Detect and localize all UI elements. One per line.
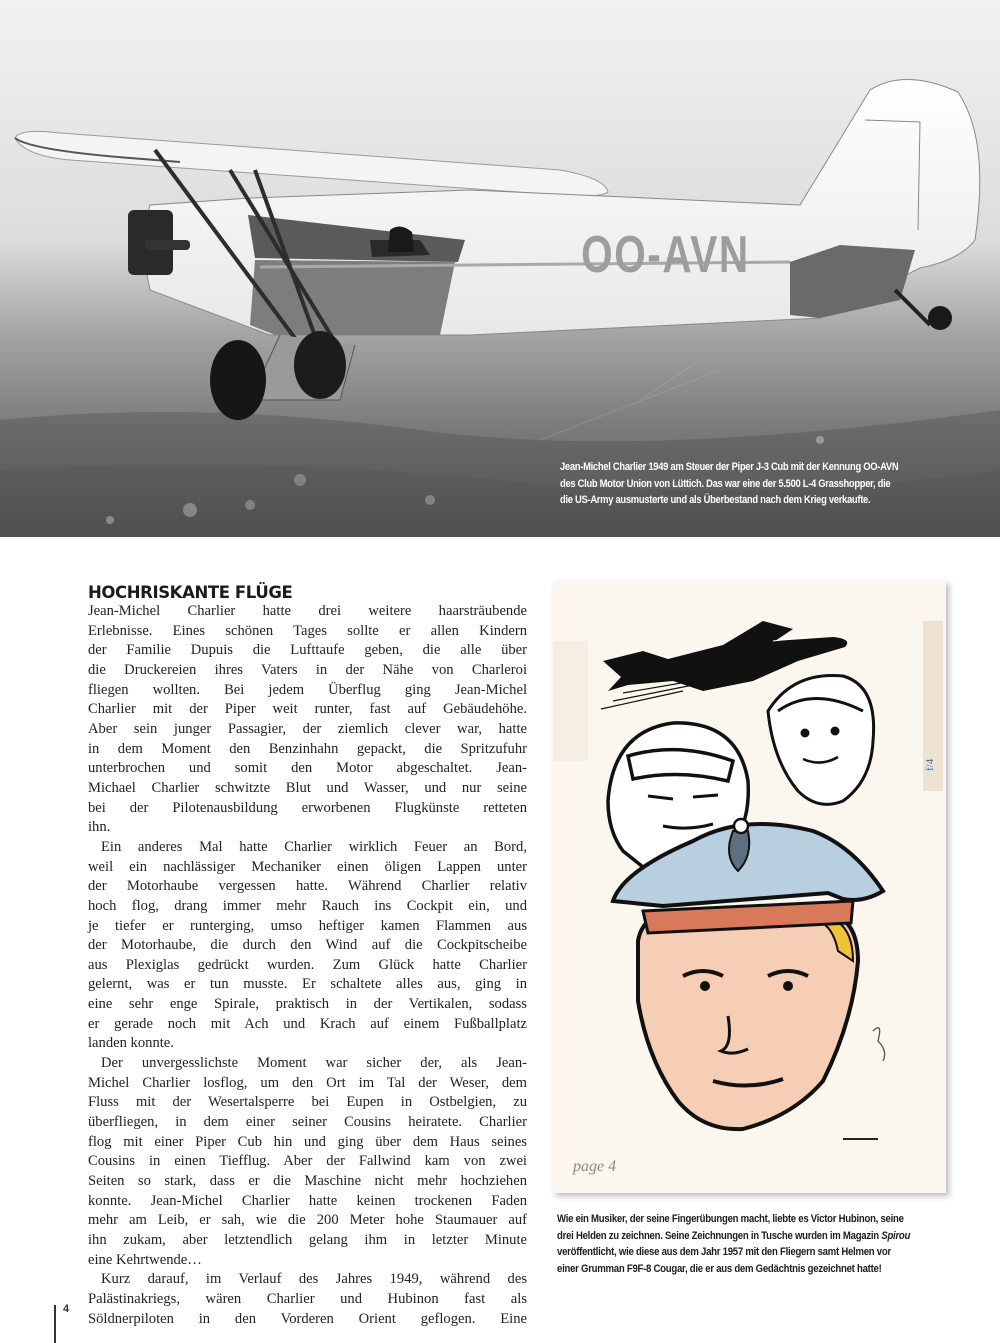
article-line: er gerade noch mit Ach und Krach auf einem Fußballplatz xyxy=(88,1015,527,1032)
fuselage-dark-panel xyxy=(250,260,455,335)
article-line: mehr am Leib, er sah, wie die 200 Meter hohe Staumauer auf xyxy=(88,1212,527,1229)
article-line: ihn. xyxy=(88,819,111,836)
article-line: unterbrochen und somit den Motor abgeschaltet. Jean- xyxy=(88,760,527,777)
drawing-caption-line xyxy=(557,1261,910,1278)
article-line: Fluss mit der Wesertalsperre bei Eupen in Ostbelgien, zu xyxy=(88,1094,527,1111)
article-line: der Familie Dupuis die Lufttaufe geben, die alle über xyxy=(88,642,527,659)
tail-wheel xyxy=(928,306,952,330)
article-line: weil ein nachlässiger Mechaniker einen öligen Lappen unter xyxy=(88,858,527,875)
article-line: in dem Moment den Benzinhahn gepackt, die Spritzufuhr xyxy=(88,740,527,757)
article-line: eine Kehrtwende… xyxy=(88,1251,202,1268)
registration-text: OO-AVN xyxy=(581,225,750,284)
article-line: Michel Charlier losflog, um den Ort im Tal der Weser, dem xyxy=(88,1074,527,1091)
article-line: flog mit einer Piper Cub hin und ging über dem Haus seines xyxy=(88,1133,527,1150)
article-line: eine sehr enge Spirale, praktisch in der Vertikalen, sodass xyxy=(88,996,527,1013)
article-line: der Motorhaube vergessen hatte. Während Charlier relativ xyxy=(88,878,527,895)
caption-text: drei Helden zu zeichnen. Seine Zeichnungen in Tusche wurden im Magazin xyxy=(557,1229,882,1242)
drawing-caption xyxy=(557,1211,910,1277)
drawing-card xyxy=(553,581,946,1193)
article-line: Seiten so stark, dass er die Maschine nicht mehr hochziehen xyxy=(88,1173,527,1190)
article-line: je tiefer er runterging, umso heftiger kamen Flammen aus xyxy=(88,917,527,934)
caption-text: veröffentlicht, wie diese aus dem Jahr 1957 mit den Fliegern samt Helmen vor xyxy=(557,1246,891,1259)
article-line: Kurz darauf, im Verlauf des Jahres 1949, während des xyxy=(101,1271,527,1288)
article-line: die Druckereien ihres Vaters in der Nähe von Charleroi xyxy=(88,661,527,678)
article-line: landen konnte. xyxy=(88,1035,174,1052)
magazine-title: Spirou xyxy=(881,1229,911,1242)
photo-caption-line: Jean-Michel Charlier 1949 am Steuer der Piper J-3 Cub mit der Kennung OO-AVN xyxy=(560,461,899,473)
drawing-caption-line xyxy=(557,1228,910,1245)
article-line: Der unvergesslichste Moment war sicher der, als Jean- xyxy=(101,1055,527,1072)
article-body xyxy=(88,602,527,1329)
article-line: Söldnerpiloten in den Vorderen Orient geflogen. Eine xyxy=(88,1310,527,1327)
article-line: Ein anderes Mal hatte Charlier wirklich Feuer an Bord, xyxy=(101,838,527,855)
article-line: Michael Charlier schwitzte Blut und Wasser, und nur seine xyxy=(88,779,527,796)
article-line: fliegen wollten. Bei jedem Überflug ging Jean-Michel xyxy=(88,681,527,698)
page-number: 4 xyxy=(63,1303,70,1315)
article-line: Charlier mit der Piper weit runter, fast auf Gebäudehöhe. xyxy=(88,701,527,718)
caption-text: Wie ein Musiker, der seine Fingerübungen macht, liebte es Victor Hubinon, seine xyxy=(557,1213,904,1225)
hubinon-ink-drawing xyxy=(553,581,946,1193)
article-line: Aber sein junger Passagier, der ziemlich clever war, hatte xyxy=(88,720,527,737)
article-line: Jean-Michel Charlier hatte drei weitere haarsträubende xyxy=(88,603,527,619)
svg-text:f/4: f/4 xyxy=(924,758,936,771)
article-line: Erlebnisse. Eines schönen Tages sollte er allen Kindern xyxy=(88,622,527,639)
article-line: der Motorhaube, die durch den Wind auf die Cockpitscheibe xyxy=(88,937,527,954)
hero-photo xyxy=(0,0,1000,537)
article-line: Cousins in einen Tiefflug. Aber der Fallwind kam von zwei xyxy=(88,1153,527,1170)
piper-cub-photo xyxy=(0,0,1000,537)
article-line: aus Plexiglas gedrückt wurden. Zum Glück hatte Charlier xyxy=(88,956,527,973)
drawing-caption-line xyxy=(557,1211,910,1228)
folio-rule xyxy=(54,1305,56,1343)
photo-caption-line: die US-Army ausmusterte und als Überbestand nach dem Krieg verkaufte. xyxy=(560,494,871,506)
article-line: bei der Pilotenausbildung erworbenen Flugkünste retteten xyxy=(88,799,527,816)
wheel-rear xyxy=(294,331,346,399)
photo-caption xyxy=(560,459,921,509)
photo-caption-line: des Club Motor Union von Lüttich. Das war eine der 5.500 L-4 Grasshopper, die xyxy=(560,477,891,490)
article-line: überfliegen, in dem einer seiner Cousins heiratete. Charlier xyxy=(88,1114,527,1131)
wheel-front xyxy=(210,340,266,420)
article-line: gelernt, was er tun musste. Er schaltete alles aus, ging in xyxy=(88,976,527,993)
article-heading: HOCHRISKANTE FLÜGE xyxy=(88,583,293,602)
article-line: Palästinakriegs, wären Charlier und Hubinon fast als xyxy=(88,1290,527,1307)
article-line: ihn zukam, aber letztendlich gelang ihm in letzter Minute xyxy=(88,1232,527,1248)
caption-text: einer Grumman F9F-8 Cougar, die er aus dem Gedächtnis gezeichnet hatte! xyxy=(557,1262,882,1275)
article-line: hoch flog, drang immer mehr Rauch ins Cockpit ein, und xyxy=(88,897,527,914)
drawing-caption-line xyxy=(557,1244,910,1261)
article-line: konnte. Jean-Michel Charlier hatte keinen trockenen Faden xyxy=(88,1192,527,1209)
pencil-note: page 4 xyxy=(573,1158,617,1175)
